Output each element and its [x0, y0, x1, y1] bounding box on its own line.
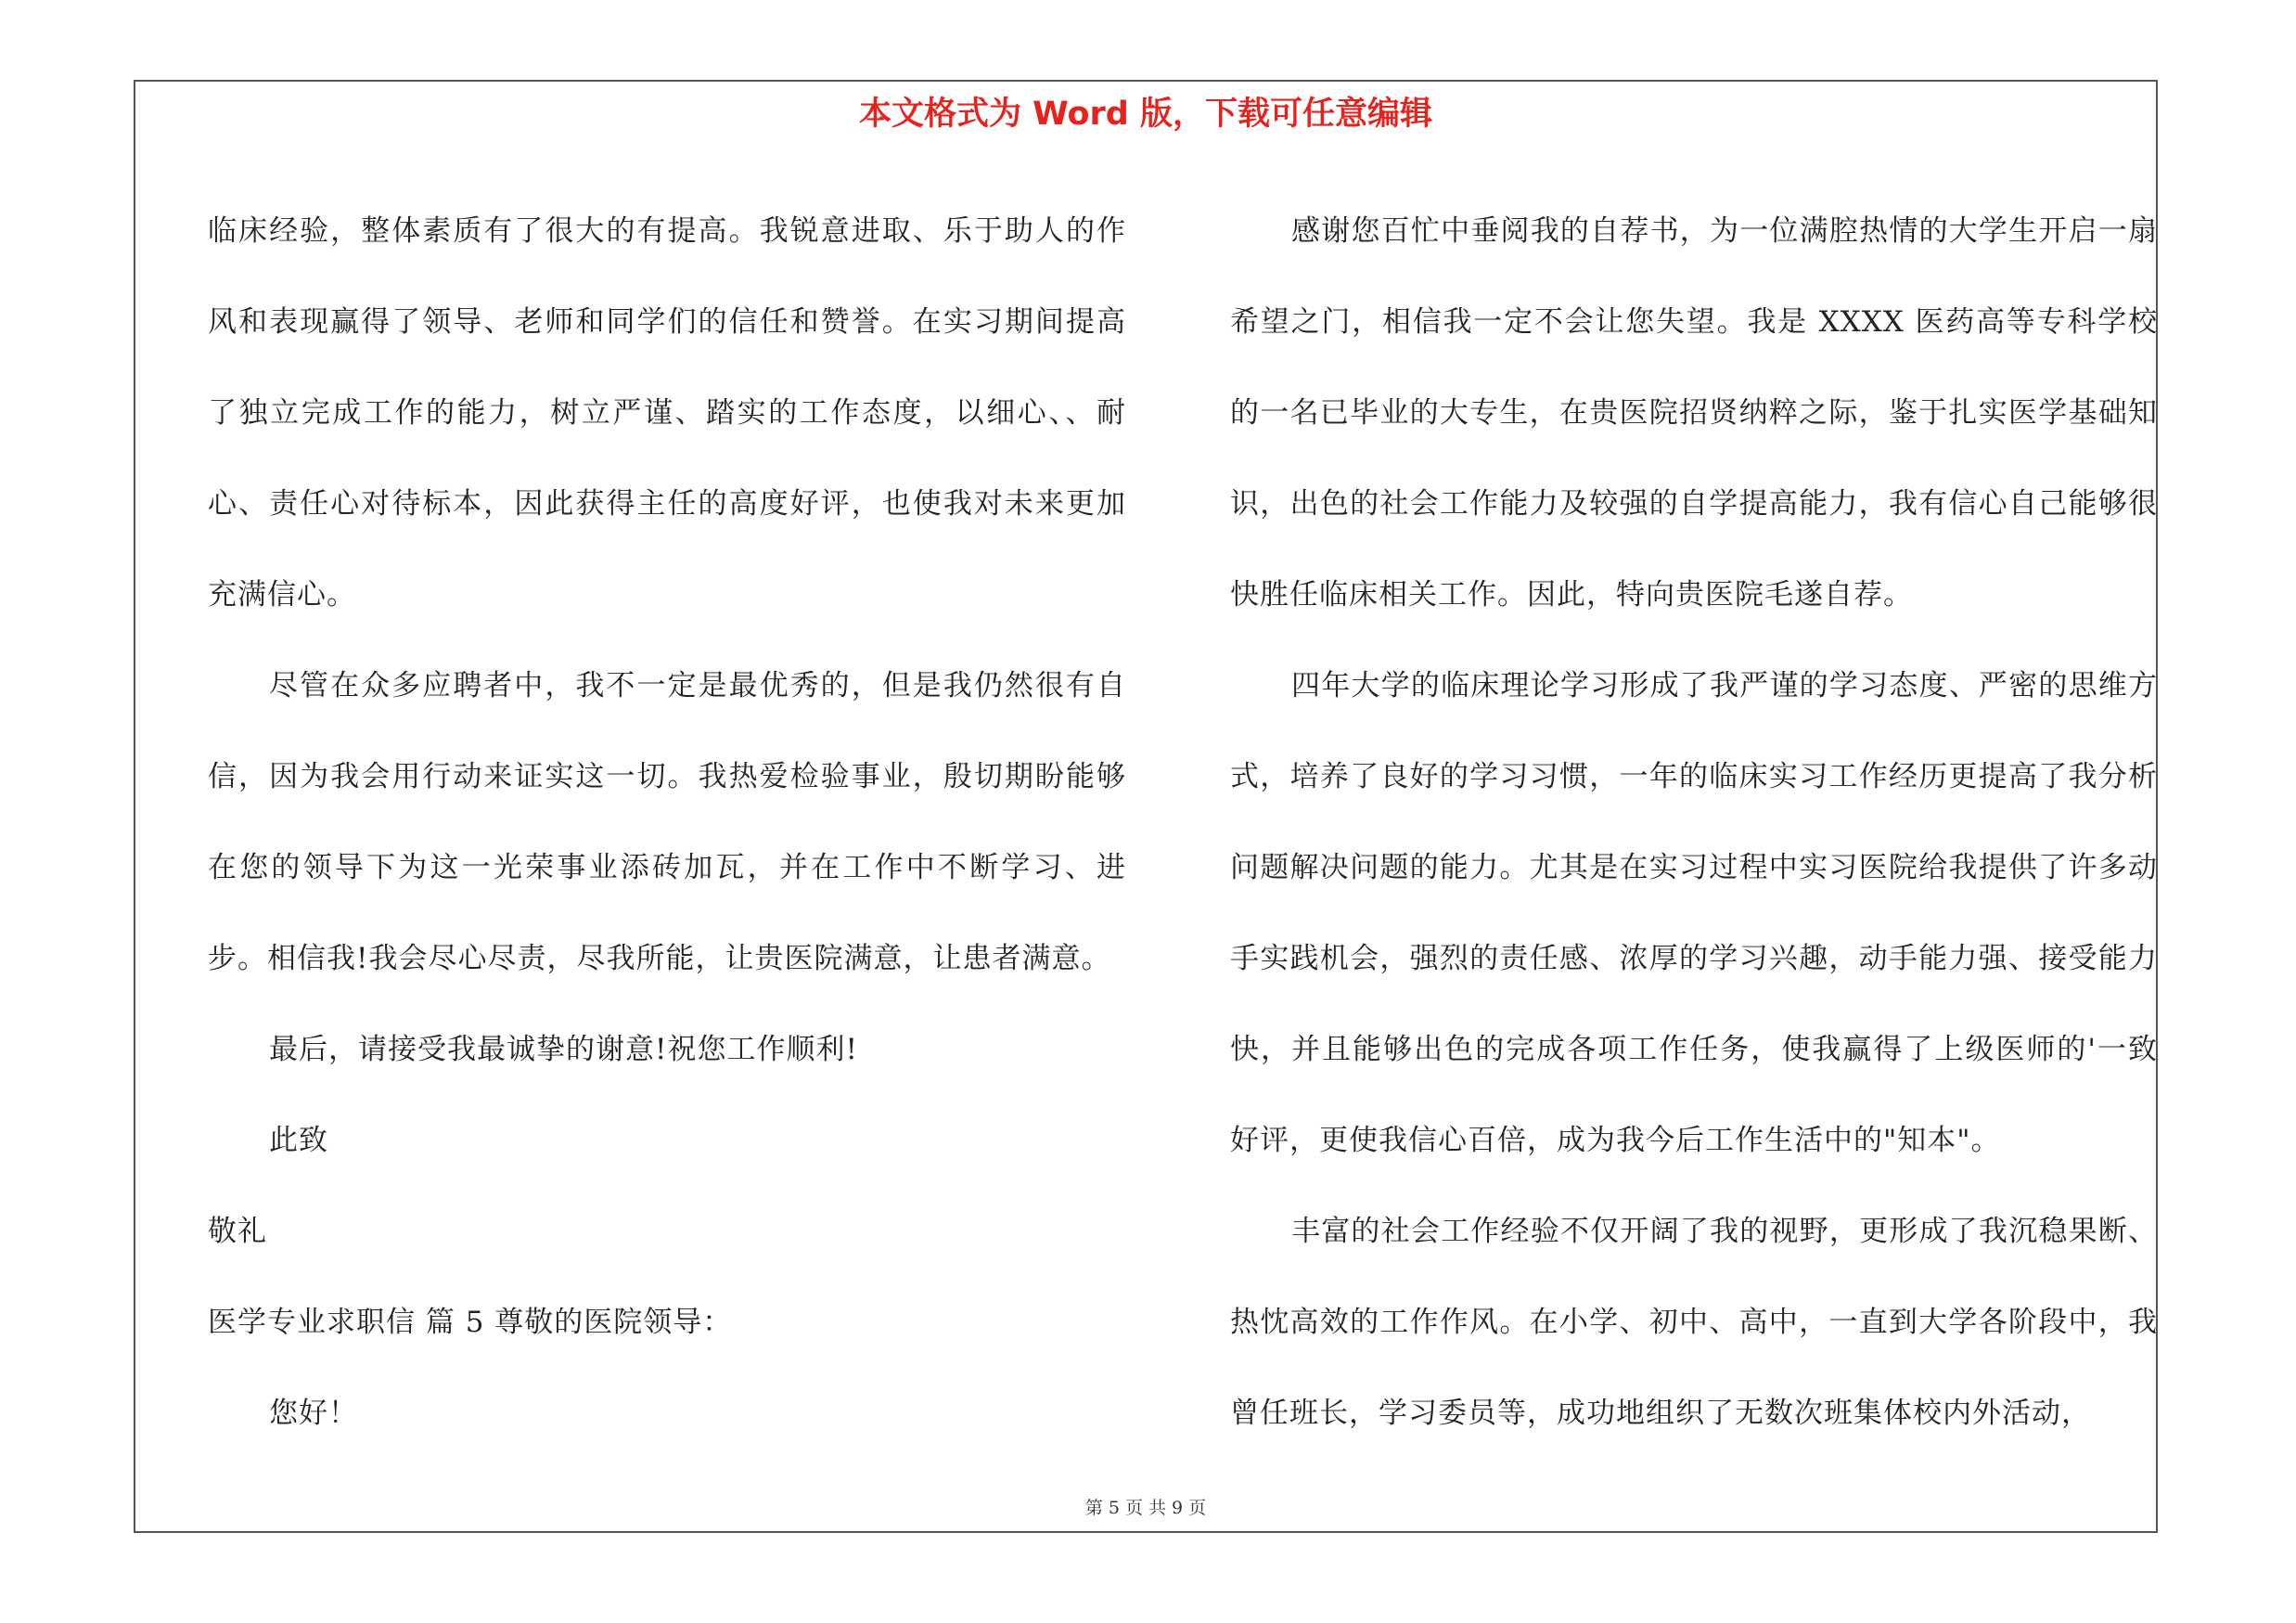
paragraph-right-2: 四年大学的临床理论学习形成了我严谨的学习态度、严密的思维方式，培养了良好的学习习惯，一年的临床实习工作经历更提高了我分析问题解决问题的能力。尤其是在实习过程中实习医院给我提供了许多动手实践机会，强烈的责任感、浓厚的学习兴趣，动手能力强、接受能力快，并且能够出色的完成各项工作任务，使我赢得了上级医师的'一致好评，更使我信心百倍，成为我今后工作生活中的"知本"。 — [1230, 669, 2158, 1157]
document-page — [134, 80, 2158, 1533]
paragraph-right-1: 感谢您百忙中垂阅我的自荐书，为一位满腔热情的大学生开启一扇希望之门，相信我一定不会让您失望。我是 XXXX 医药高等专科学校的一名已毕业的大专生，在贵医院招贤纳粹之际，鉴于扎实医学基础知识，出色的社会工作能力及较强的自学提高能力，我有信心自己能够很快胜任临床相关工作。因此，特向贵医院毛遂自荐。 — [1230, 214, 2158, 612]
paragraph-jingli: 敬礼 — [208, 1215, 267, 1248]
page-number-footer: 第 5 页 共 9 页 — [1084, 1498, 1207, 1518]
format-banner: 本文格式为 Word 版，下载可任意编辑 — [858, 96, 1433, 133]
paragraph-left-1: 临床经验，整体素质有了很大的有提高。我锐意进取、乐于助人的作风和表现赢得了领导、老师和同学们的信任和赞誉。在实习期间提高了独立完成工作的能力，树立严谨、踏实的工作态度，以细心、、耐心、责任心对待标本，因此获得主任的高度好评，也使我对未来更加充满信心。 — [208, 214, 1126, 612]
paragraph-left-2: 尽管在众多应聘者中，我不一定是最优秀的，但是我仍然很有自信，因为我会用行动来证实这一切。我热爱检验事业，殷切期盼能够在您的领导下为这一光荣事业添砖加瓦，并在工作中不断学习、进步。相信我!我会尽心尽责，尽我所能，让贵医院满意，让患者满意。 — [208, 669, 1126, 975]
section-heading: 医学专业求职信 篇 5 尊敬的医院领导： — [208, 1306, 733, 1339]
paragraph-right-3: 丰富的社会工作经验不仅开阔了我的视野，更形成了我沉稳果断、热忱高效的工作作风。在小学、初中、高中，一直到大学各阶段中，我曾任班长，学习委员等，成功地组织了无数次班集体校内外活动， — [1230, 1215, 2158, 1430]
paragraph-closing-thanks: 最后，请接受我最诚挚的谢意!祝您工作顺利! — [269, 1033, 858, 1066]
left-column — [208, 186, 1126, 1459]
paragraph-greeting: 您好！ — [269, 1397, 358, 1430]
paragraph-cizhi: 此致 — [269, 1124, 328, 1157]
right-column — [1230, 186, 2158, 1459]
